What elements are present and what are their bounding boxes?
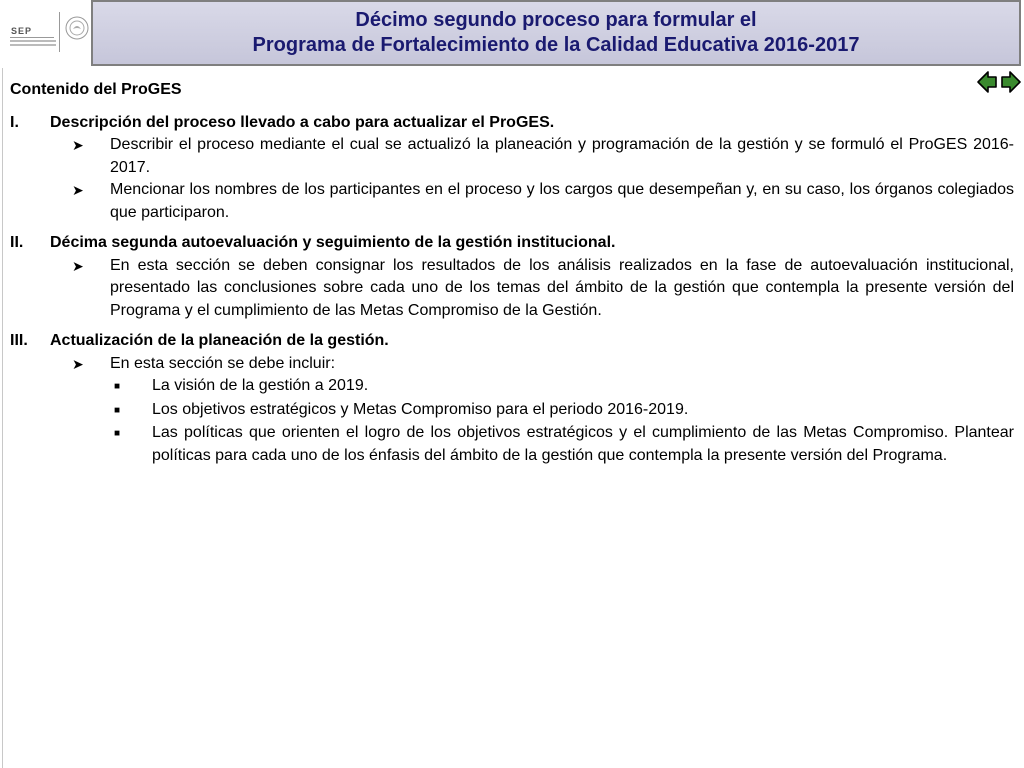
sub-list-item-text: Los objetivos estratégicos y Metas Compromiso para el periodo 2016-2019. [152,400,689,418]
sub-list-item [114,399,1014,423]
sub-list-item [114,375,1014,399]
section-heading [10,112,1014,135]
slide-content [10,79,1014,475]
title-banner [91,0,1021,66]
list-item-text: Mencionar los nombres de los participantes en el proceso y los cargos que desempeñan y, en su caso, los órganos colegiados que participaron. [110,181,1014,221]
slide-header [0,0,1024,68]
list-item-text: Describir el proceso mediante el cual se actualizó la planeación y programación de la gestión y se formuló el ProGES 2016-2017. [110,136,1014,176]
section-heading [10,330,1014,353]
section-title: Décima segunda autoevaluación y seguimiento de la gestión institucional. [50,234,616,251]
section-title: Actualización de la planeación de la gestión. [50,332,389,349]
logo-subtext-graphic [10,40,56,50]
page-title-line-2: Programa de Fortalecimiento de la Calidad Educativa 2016-2017 [252,34,860,56]
list-item-text: En esta sección se debe incluir: [110,354,336,372]
section-heading [10,232,1014,255]
logo-rule [10,37,54,38]
sep-logo-text: SEP [11,26,33,36]
section-1 [10,112,1014,225]
section-title: Descripción del proceso llevado a cabo para actualizar el ProGES. [50,113,555,131]
section-numeral: II. [10,234,24,251]
section-2 [10,232,1014,322]
square-bullet-icon: ■ [114,381,121,392]
list-item-text: En esta sección se deben consignar los resultados de los análisis realizados en la fase de autoevaluación institucional, presentado las conclusiones sobre cada uno de los temas del ámbito de la gestión que contempla la presente versión del Programa y el cumplimiento de las Metas Compromiso de la Gestión. [110,256,1014,319]
list-item [72,179,1014,224]
page-title-line-1: Décimo segundo proceso para formular el [355,9,757,31]
section-numeral: I. [10,113,19,131]
arrow-bullet-icon: ➤ [72,355,84,372]
sub-list-item [114,422,1014,467]
section-numeral: III. [10,332,28,349]
list-item [72,134,1014,179]
sub-list-item-text: Las políticas que orienten el logro de los objetivos estratégicos y el cumplimiento de las Metas Compromiso. Plantear políticas para cada uno de los énfasis del ámbito de la gestión que contempla la presente versión del Programa. [152,424,1014,464]
section-3 [10,330,1014,467]
arrow-bullet-icon: ➤ [72,137,84,153]
square-bullet-icon: ■ [114,428,121,439]
sep-logo [2,6,90,62]
sub-list-item-text: La visión de la gestión a 2019. [152,377,369,394]
list-item [72,353,1014,376]
logo-divider [59,12,60,52]
arrow-bullet-icon: ➤ [72,182,84,198]
mexico-seal-icon [65,16,89,40]
content-heading: Contenido del ProGES [10,81,182,98]
square-bullet-icon: ■ [114,404,121,416]
left-border [2,68,3,768]
arrow-bullet-icon: ➤ [72,257,84,274]
list-item [72,255,1014,323]
